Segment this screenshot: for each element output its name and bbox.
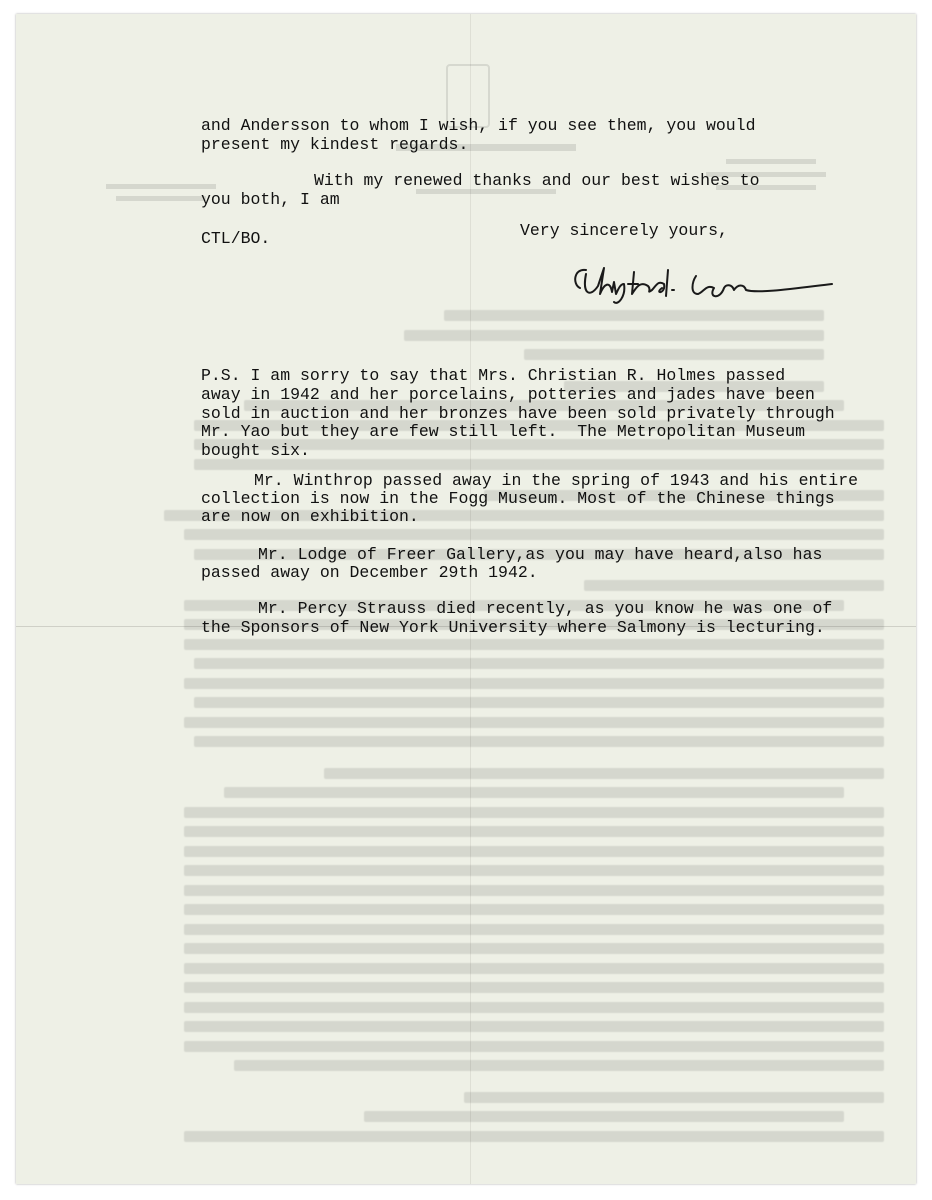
handwritten-signature	[568, 254, 848, 314]
letterhead-show-through	[106, 64, 866, 244]
bleed-line	[184, 529, 884, 540]
bleed-line	[184, 717, 884, 728]
bleed-line	[184, 963, 884, 974]
text-line: Mr. Lodge of Freer Gallery,as you may have heard,also has	[258, 545, 823, 564]
bleed-line	[224, 787, 844, 798]
bleed-line	[184, 678, 884, 689]
bleed-line	[194, 459, 884, 470]
bleed-line	[184, 885, 884, 896]
bleed-line	[184, 943, 884, 954]
bleed-line	[194, 697, 884, 708]
valediction: Very sincerely yours,	[520, 221, 728, 240]
text-line: P.S. I am sorry to say that Mrs. Christian R. Holmes passed	[201, 366, 786, 385]
bleed-line	[184, 982, 884, 993]
bleed-line	[184, 807, 884, 818]
text-line: Mr. Yao but they are few still left. The Metropolitan Museum	[201, 422, 805, 441]
bleed-line	[184, 865, 884, 876]
bleed-line	[584, 580, 884, 591]
bleed-line	[364, 1111, 844, 1122]
bleed-line	[464, 1092, 884, 1103]
bleed-line	[184, 904, 884, 915]
bleed-line	[184, 639, 884, 650]
text-line: away in 1942 and her porcelains, potteries and jades have been	[201, 385, 815, 404]
bleed-line	[184, 1021, 884, 1032]
text-line: With my renewed thanks and our best wishes to	[314, 171, 760, 190]
text-line: passed away on December 29th 1942.	[201, 563, 538, 582]
bleed-line	[184, 1041, 884, 1052]
text-line: Mr. Percy Strauss died recently, as you know he was one of	[258, 599, 833, 618]
text-line: sold in auction and her bronzes have been sold privately through	[201, 404, 835, 423]
bleed-line	[184, 924, 884, 935]
bleed-line	[234, 1060, 884, 1071]
bleed-line	[324, 768, 884, 779]
bleed-line	[524, 349, 824, 360]
text-line: and Andersson to whom I wish, if you see them, you would	[201, 116, 756, 135]
bleed-line	[404, 330, 824, 341]
bleed-line	[194, 658, 884, 669]
text-line: present my kindest regards.	[201, 135, 469, 154]
text-line: collection is now in the Fogg Museum. Most of the Chinese things	[201, 489, 835, 508]
bleed-line	[184, 1002, 884, 1013]
bleed-line	[184, 826, 884, 837]
text-line: you both, I am	[201, 190, 340, 209]
bleed-line	[184, 1131, 884, 1142]
text-line: are now on exhibition.	[201, 507, 419, 526]
bleed-line	[184, 846, 884, 857]
reference-initials: CTL/BO.	[201, 229, 271, 248]
letter-page	[16, 14, 916, 1184]
bleed-line	[194, 736, 884, 747]
text-line: the Sponsors of New York University where Salmony is lecturing.	[201, 618, 825, 637]
text-line: bought six.	[201, 441, 310, 460]
text-line: Mr. Winthrop passed away in the spring of 1943 and his entire	[254, 471, 858, 490]
